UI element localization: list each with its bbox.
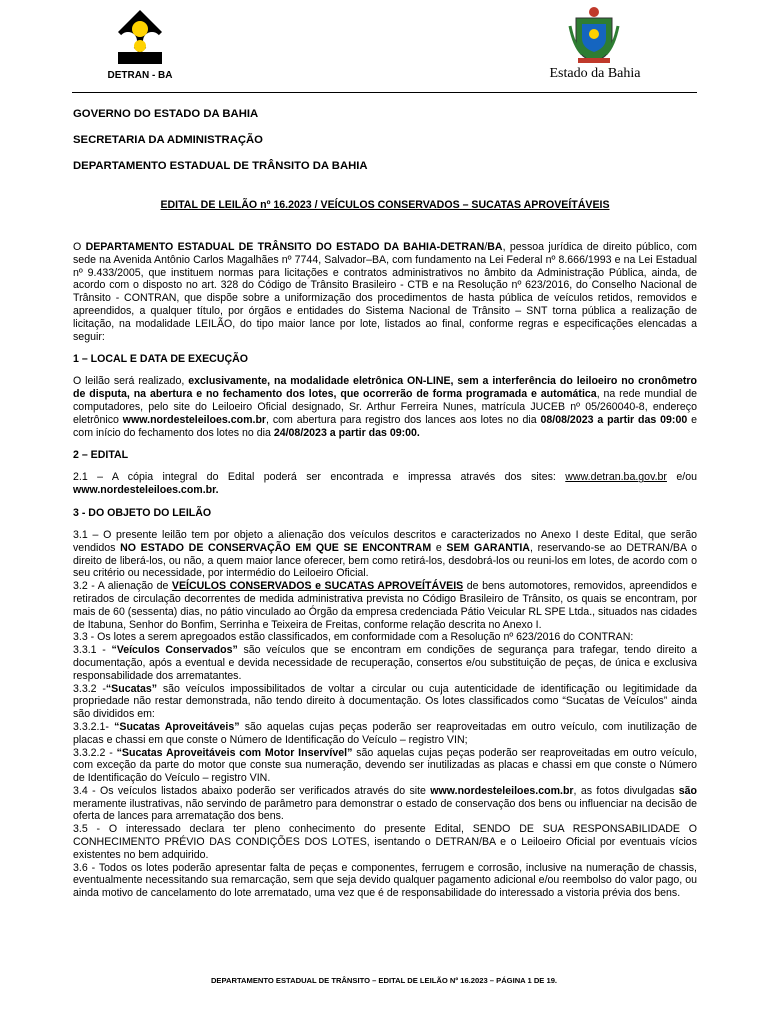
bahia-coat-of-arms bbox=[566, 6, 622, 66]
clause-3-6: 3.6 - Todos os lotes poderão apresentar falta de peças e componentes, ferrugem e corrosão, inclusive na numeração de chassis, eventualmente necessitando sua remarcação, sem que seja devido qualquer pagamento adicional e/ou reembolso do valor pago, ou ainda motivo de cancelamento do lote arrematado, uma vez que é de responsabilidade do interessado a vistoria prévia dos bens. bbox=[73, 861, 697, 900]
estado-bahia-text: Estado da Bahia bbox=[549, 66, 641, 81]
clause-3-2: 3.2 - A alienação de VEÍCULOS CONSERVADOS e SUCATAS APROVEÍTÁVEIS de bens automotores, removidos, apreendidos e retirados de circulação decorrentes de medida administrativa prevista no Código Brasileiro de Trânsito, os quais se encontram, por mais de 60 (sessenta) dias, no pátio vinculado ao Órgão da empresa credenciada Pátio Veicular RL SPE Ltda., situados nas cidades de Itabuna, Senhor do Bonfim, Serrinha e Teixeira de Freitas, conforme relação descrita no Anexo I. bbox=[73, 580, 697, 631]
clause-3-5: 3.5 - O interessado declara ter pleno conhecimento do presente Edital, SENDO DE SUA RESPONSABILIDADE O CONHECIMENTO PRÉVIO DAS CONDIÇÕES DOS LOTES, isentando o DETRAN/BA e o Leiloeiro Oficial por eventuais vícios existentes no bem adquirido. bbox=[73, 823, 697, 861]
section-heading-1: 1 – LOCAL E DATA DE EXECUÇÃO bbox=[73, 353, 249, 366]
intro-paragraph: O DEPARTAMENTO ESTADUAL DE TRÂNSITO DO ESTADO DA BAHIA-DETRAN/BA, pessoa jurídica de direito público, com sede na Avenida Antônio Carlos Magalhães nº 7744, Salvador–BA, com fundamento na Lei Federal nº 8.666/1993 e na Lei Estadual nº 9.433/2005, que instituem normas para licitações e contratos administrativos no âmbito da Administração Pública, ainda, de acordo com o disposto no art. 328 do Código de Trânsito Brasileiro - CTB e na Resolução nº 623/2016, do Conselho Nacional de Trânsito - CONTRAN, que dispõe sobre a uniformização dos procedimentos de hasta pública de veículos retidos, removidos e apreendidos, a qualquer título, por órgãos e entidades do Sistema Nacional de Trânsito – SNT torna pública a realização de licitação, na modalidade LEILÃO, do tipo maior lance por lote, listados ao final, conforme regras e especificações elencadas a seguir: bbox=[73, 241, 697, 343]
gov-line: SECRETARIA DA ADMINISTRAÇÃO bbox=[73, 134, 263, 146]
clause-3-3-2: 3.3.2 -“Sucatas” são veículos impossibilitados de voltar a circular ou cuja autenticidade de identificação ou legitimidade da propriedade não restar demonstrada, não tendo direito à documentação. Os lotes classificados como “Sucatas de Veículos” ainda são divididos em: bbox=[73, 682, 697, 721]
page-footer: DEPARTAMENTO ESTADUAL DE TRÂNSITO – EDITAL DE LEILÃO Nº 16.2023 – PÁGINA 1 DE 19. bbox=[210, 976, 558, 985]
clause-3-3-2-2: 3.3.2.2 - “Sucatas Aproveitáveis com Motor Inservível” são aquelas cujas peças poderão ser reaproveitadas em outro veículo, com exceção da parte do motor que conste sua numeração, devendo ser inutilizadas as placas e chassi em que conste o Número de Identificação do Veículo – registro VIN. bbox=[73, 746, 698, 785]
edital-title: EDITAL DE LEILÃO nº 16.2023 / VEÍCULOS CONSERVADOS – SUCATAS APROVEÍTÁVEIS bbox=[160, 199, 610, 211]
clause-3-3-2-1: 3.3.2.1- “Sucatas Aproveitáveis” são aquelas cujas peças poderão ser reaproveitadas em outro veículo, com inutilização de placas e chassi em que conste o Número de Identificação do Veículo – registro VIN; bbox=[73, 720, 697, 746]
section-2-paragraph: 2.1 – A cópia integral do Edital poderá ser encontrada e impressa através dos sites: www.detran.ba.gov.br e/ou www.nordesteleiloes.com.br. bbox=[73, 471, 697, 497]
clause-3-4: 3.4 - Os veículos listados abaixo poderão ser verificados através do site www.nordesteleiloes.com.br, as fotos divulgadas são meramente ilustrativas, não servindo de parâmetro para demonstrar o estado de conservação dos bens ou influenciar na decisão de oferta de lances para arrematação dos bens. bbox=[73, 784, 697, 823]
gov-line: GOVERNO DO ESTADO DA BAHIA bbox=[73, 108, 259, 120]
section-1-paragraph: O leilão será realizado, exclusivamente, na modalidade eletrônica ON-LINE, sem a interferência do leiloeiro no cronômetro de disputa, na abertura e no fechamento dos lotes, que ocorrerão de forma programada e automática, na rede mundial de computadores, pelo site do Leiloeiro Oficial designado, Sr. Arthur Ferreira Nunes, matrícula JUCEB nº 05/260040-8, endereço eletrônico www.nordesteleiloes.com.br, com abertura para registro dos lances aos lotes no dia 08/08/2023 a partir das 09:00 e com início do fechamento dos lotes no dia 24/08/2023 a partir das 09:00. bbox=[73, 375, 697, 439]
clause-3-1: 3.1 – O presente leilão tem por objeto a alienação dos veículos descritos e caracterizados no Anexo I deste Edital, que serão vendidos NO ESTADO DE CONSERVAÇÃO EM QUE SE ENCONTRAM e SEM GARANTIA, reservando-se ao DETRAN/BA o direito de liberá-los, ou não, a quem maior lance oferecer, bem como retirá-los, desdobrá-los ou reuni-los em lotes, de acordo com o seu critério ou necessidade, por intermédio do Leiloeiro Oficial. bbox=[73, 528, 698, 580]
clause-3-3: 3.3 - Os lotes a serem apregoados estão classificados, em conformidade com a Resolução nº 623/2016 do CONTRAN: bbox=[73, 631, 634, 644]
detran-logo-text: DETRAN - BA bbox=[107, 70, 173, 81]
clause-3-3-1: 3.3.1 - “Veículos Conservados” são veículos que se encontram em condições de segurança para trafegar, tendo direito a documentação, após a eventual e devida necessidade de recuperação, consertos e/ou substituição de peças, de única e exclusiva responsabilidade dos arrematantes. bbox=[73, 644, 698, 682]
header-divider bbox=[72, 92, 697, 93]
section-heading-3: 3 - DO OBJETO DO LEILÃO bbox=[73, 506, 212, 519]
document-body bbox=[73, 107, 697, 900]
page-header bbox=[0, 0, 768, 95]
detran-site-link[interactable]: www.detran.ba.gov.br bbox=[565, 471, 667, 484]
section-heading-2: 2 – EDITAL bbox=[73, 449, 129, 462]
gov-line: DEPARTAMENTO ESTADUAL DE TRÂNSITO DA BAHIA bbox=[73, 160, 368, 172]
